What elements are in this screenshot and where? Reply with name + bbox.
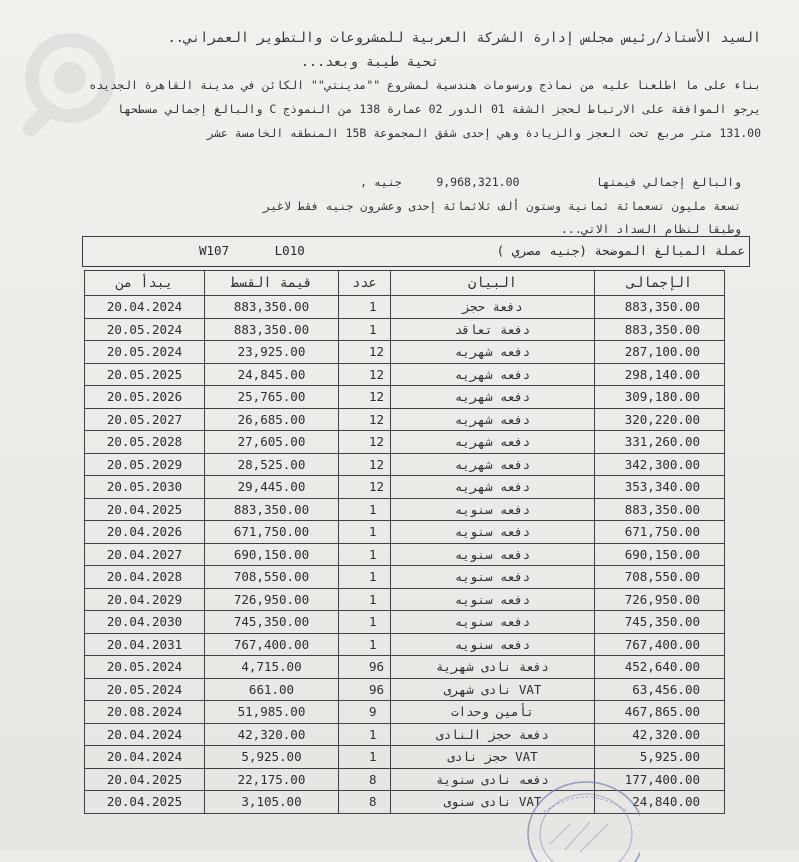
cell-description: دفعه نادى سنوية bbox=[391, 768, 595, 791]
cell-count: 1 bbox=[339, 521, 391, 544]
currency-label: عملة المبالغ الموضحة (جنيه مصري ) bbox=[496, 243, 745, 258]
cell-installment-value: 27,605.00 bbox=[205, 431, 339, 454]
col-count: عدد bbox=[339, 271, 391, 296]
cell-description: دفعه سنويه bbox=[391, 498, 595, 521]
cell-installment-value: 745,350.00 bbox=[205, 611, 339, 634]
cell-total: 671,750.00 bbox=[595, 521, 725, 544]
cell-count: 12 bbox=[339, 431, 391, 454]
cell-count: 12 bbox=[339, 408, 391, 431]
cell-start-date: 20.05.2024 bbox=[85, 678, 205, 701]
letter-amount-in-words: تسعة مليون تسعمائة ثمانية وستون ألف ثلاثمائة إحدى وعشرون جنيه فقط لاغير bbox=[263, 199, 741, 213]
table-row bbox=[85, 498, 725, 521]
cell-description: دفعه سنويه bbox=[391, 566, 595, 589]
cell-installment-value: 726,950.00 bbox=[205, 588, 339, 611]
table-row bbox=[85, 386, 725, 409]
table-row bbox=[85, 678, 725, 701]
code-w: W107 bbox=[199, 243, 230, 258]
cell-start-date: 20.04.2024 bbox=[85, 746, 205, 769]
cell-description: دفعه شهريه bbox=[391, 453, 595, 476]
cell-count: 1 bbox=[339, 588, 391, 611]
cell-count: 8 bbox=[339, 768, 391, 791]
cell-description: دفعه شهريه bbox=[391, 341, 595, 364]
cell-installment-value: 42,320.00 bbox=[205, 723, 339, 746]
cell-count: 1 bbox=[339, 566, 391, 589]
table-body bbox=[85, 296, 725, 814]
cell-installment-value: 25,765.00 bbox=[205, 386, 339, 409]
cell-count: 12 bbox=[339, 341, 391, 364]
cell-start-date: 20.04.2025 bbox=[85, 791, 205, 814]
cell-description: دفعه سنويه bbox=[391, 611, 595, 634]
table-row bbox=[85, 768, 725, 791]
cell-total: 320,220.00 bbox=[595, 408, 725, 431]
cell-count: 1 bbox=[339, 611, 391, 634]
table-row bbox=[85, 723, 725, 746]
table-row bbox=[85, 656, 725, 679]
cell-total: 331,260.00 bbox=[595, 431, 725, 454]
cell-count: 1 bbox=[339, 498, 391, 521]
col-installment-value: قيمة القسط bbox=[205, 271, 339, 296]
cell-installment-value: 28,525.00 bbox=[205, 453, 339, 476]
cell-start-date: 20.04.2027 bbox=[85, 543, 205, 566]
table-caption-box bbox=[82, 236, 750, 267]
cell-count: 12 bbox=[339, 363, 391, 386]
letter-salutation: السيد الأستاذ/رئيس مجلس إدارة الشركة العربية للمشروعات والتطوير العمراني.. bbox=[167, 30, 761, 46]
cell-description: تأمين وحدات bbox=[391, 701, 595, 724]
cell-description: دفعة نادى شهرية bbox=[391, 656, 595, 679]
cell-total: 452,640.00 bbox=[595, 656, 725, 679]
cell-start-date: 20.04.2028 bbox=[85, 566, 205, 589]
col-total: الإجمالى bbox=[595, 271, 725, 296]
cell-description: دفعه سنويه bbox=[391, 543, 595, 566]
cell-installment-value: 661.00 bbox=[205, 678, 339, 701]
cell-installment-value: 708,550.00 bbox=[205, 566, 339, 589]
cell-description: دفعه سنويه bbox=[391, 588, 595, 611]
cell-total: 883,350.00 bbox=[595, 318, 725, 341]
table-row bbox=[85, 476, 725, 499]
cell-start-date: 20.05.2030 bbox=[85, 476, 205, 499]
cell-total: 5,925.00 bbox=[595, 746, 725, 769]
cell-total: 309,180.00 bbox=[595, 386, 725, 409]
cell-description: دفعة تعاقد bbox=[391, 318, 595, 341]
cell-start-date: 20.05.2026 bbox=[85, 386, 205, 409]
table-header-row bbox=[85, 271, 725, 296]
cell-total: 883,350.00 bbox=[595, 498, 725, 521]
code-l: L010 bbox=[274, 243, 305, 258]
unit-codes bbox=[199, 243, 305, 258]
table-row bbox=[85, 431, 725, 454]
cell-count: 12 bbox=[339, 386, 391, 409]
cell-installment-value: 883,350.00 bbox=[205, 498, 339, 521]
cell-installment-value: 883,350.00 bbox=[205, 318, 339, 341]
cell-description: دفعة حجز النادى bbox=[391, 723, 595, 746]
cell-description: VAT حجز نادى bbox=[391, 746, 595, 769]
total-currency: جنيه , bbox=[360, 175, 402, 189]
cell-description: دفعه شهريه bbox=[391, 476, 595, 499]
cell-installment-value: 5,925.00 bbox=[205, 746, 339, 769]
cell-description: دفعة حجز bbox=[391, 296, 595, 319]
cell-start-date: 20.04.2026 bbox=[85, 521, 205, 544]
cell-total: 883,350.00 bbox=[595, 296, 725, 319]
cell-installment-value: 26,685.00 bbox=[205, 408, 339, 431]
cell-total: 726,950.00 bbox=[595, 588, 725, 611]
cell-total: 287,100.00 bbox=[595, 341, 725, 364]
cell-total: 353,340.00 bbox=[595, 476, 725, 499]
table-row bbox=[85, 521, 725, 544]
cell-total: 767,400.00 bbox=[595, 633, 725, 656]
letter-greeting: تحية طيبة وبعد... bbox=[300, 54, 439, 70]
cell-installment-value: 767,400.00 bbox=[205, 633, 339, 656]
cell-start-date: 20.05.2025 bbox=[85, 363, 205, 386]
col-start-date: يبدأ من bbox=[85, 271, 205, 296]
cell-total: 63,456.00 bbox=[595, 678, 725, 701]
cell-start-date: 20.04.2030 bbox=[85, 611, 205, 634]
cell-start-date: 20.05.2024 bbox=[85, 341, 205, 364]
cell-installment-value: 23,925.00 bbox=[205, 341, 339, 364]
cell-start-date: 20.05.2028 bbox=[85, 431, 205, 454]
table-row bbox=[85, 791, 725, 814]
letter-body-line-2: يرجو الموافقة على الارتباط لحجز الشقة 01 الدور 02 عمارة 138 من النموذج C والبالغ إجمالي مسطحها bbox=[117, 102, 761, 116]
cell-start-date: 20.05.2024 bbox=[85, 318, 205, 341]
cell-start-date: 20.08.2024 bbox=[85, 701, 205, 724]
cell-description: دفعه شهريه bbox=[391, 386, 595, 409]
table-row bbox=[85, 746, 725, 769]
cell-installment-value: 883,350.00 bbox=[205, 296, 339, 319]
cell-start-date: 20.05.2029 bbox=[85, 453, 205, 476]
cell-start-date: 20.05.2027 bbox=[85, 408, 205, 431]
cell-count: 1 bbox=[339, 746, 391, 769]
table-row bbox=[85, 611, 725, 634]
cell-total: 24,840.00 bbox=[595, 791, 725, 814]
total-label: والبالغ إجمالي قيمتها bbox=[595, 175, 741, 189]
cell-installment-value: 671,750.00 bbox=[205, 521, 339, 544]
cell-start-date: 20.04.2025 bbox=[85, 498, 205, 521]
cell-installment-value: 51,985.00 bbox=[205, 701, 339, 724]
cell-total: 690,150.00 bbox=[595, 543, 725, 566]
cell-count: 96 bbox=[339, 678, 391, 701]
cell-description: VAT نادى سنوى bbox=[391, 791, 595, 814]
cell-count: 9 bbox=[339, 701, 391, 724]
cell-installment-value: 3,105.00 bbox=[205, 791, 339, 814]
table-row bbox=[85, 633, 725, 656]
cell-total: 745,350.00 bbox=[595, 611, 725, 634]
cell-start-date: 20.04.2025 bbox=[85, 768, 205, 791]
cell-installment-value: 24,845.00 bbox=[205, 363, 339, 386]
installments-table bbox=[84, 270, 725, 814]
cell-count: 1 bbox=[339, 633, 391, 656]
cell-count: 96 bbox=[339, 656, 391, 679]
cell-installment-value: 4,715.00 bbox=[205, 656, 339, 679]
cell-total: 177,400.00 bbox=[595, 768, 725, 791]
cell-description: دفعه سنويه bbox=[391, 521, 595, 544]
cell-start-date: 20.05.2024 bbox=[85, 656, 205, 679]
cell-total: 708,550.00 bbox=[595, 566, 725, 589]
cell-total: 298,140.00 bbox=[595, 363, 725, 386]
letter-body-line-3: 131.00 متر مربع تحت العجز والزيادة وهي إحدى شقق المجموعة 15B المنطقه الخامسة عشر bbox=[207, 126, 761, 140]
cell-start-date: 20.04.2024 bbox=[85, 296, 205, 319]
cell-count: 1 bbox=[339, 543, 391, 566]
cell-total: 467,865.00 bbox=[595, 701, 725, 724]
cell-description: VAT نادى شهرى bbox=[391, 678, 595, 701]
cell-count: 12 bbox=[339, 476, 391, 499]
table-row bbox=[85, 453, 725, 476]
cell-total: 42,320.00 bbox=[595, 723, 725, 746]
letter-payment-system: وطبقا لنظام السداد الاتي... bbox=[560, 222, 741, 236]
cell-installment-value: 690,150.00 bbox=[205, 543, 339, 566]
table-row bbox=[85, 408, 725, 431]
total-amount: 9,968,321.00 bbox=[436, 175, 520, 189]
cell-count: 1 bbox=[339, 318, 391, 341]
letter-total-line bbox=[360, 175, 741, 189]
cell-count: 12 bbox=[339, 453, 391, 476]
table-row bbox=[85, 341, 725, 364]
table-row bbox=[85, 363, 725, 386]
table-row bbox=[85, 588, 725, 611]
cell-count: 1 bbox=[339, 296, 391, 319]
cell-description: دفعه شهريه bbox=[391, 363, 595, 386]
table-row bbox=[85, 543, 725, 566]
cell-installment-value: 29,445.00 bbox=[205, 476, 339, 499]
cell-installment-value: 22,175.00 bbox=[205, 768, 339, 791]
cell-count: 8 bbox=[339, 791, 391, 814]
cell-start-date: 20.04.2031 bbox=[85, 633, 205, 656]
cell-total: 342,300.00 bbox=[595, 453, 725, 476]
cell-description: دفعه سنويه bbox=[391, 633, 595, 656]
table-row bbox=[85, 566, 725, 589]
col-description: البيان bbox=[391, 271, 595, 296]
cell-description: دفعه شهريه bbox=[391, 431, 595, 454]
cell-start-date: 20.04.2024 bbox=[85, 723, 205, 746]
cell-count: 1 bbox=[339, 723, 391, 746]
cell-start-date: 20.04.2029 bbox=[85, 588, 205, 611]
letter-body-line-1: بناء على ما اطلعنا عليه من نماذج ورسومات هندسية لمشروع ""مدينتي"" الكائن في مدينة القاهرة الجديده bbox=[89, 78, 761, 92]
cell-description: دفعه شهريه bbox=[391, 408, 595, 431]
table-row bbox=[85, 701, 725, 724]
table-row bbox=[85, 296, 725, 319]
table-row bbox=[85, 318, 725, 341]
